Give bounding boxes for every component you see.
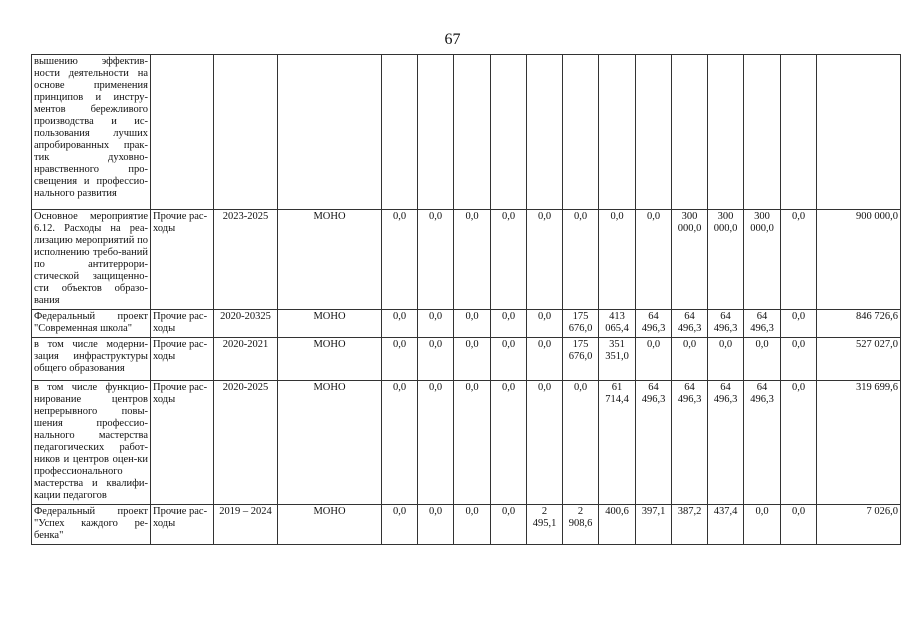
year-value-cell: 0,0 xyxy=(418,381,454,505)
funding-source-cell: Прочие рас-ходы xyxy=(151,381,214,505)
year-value-cell: 351 351,0 xyxy=(599,338,636,381)
year-value-cell: 64 496,3 xyxy=(672,381,708,505)
year-value-cell: 0,0 xyxy=(382,505,418,545)
year-value-cell xyxy=(491,55,527,210)
year-value-cell: 300 000,0 xyxy=(708,210,744,310)
year-value-cell: 0,0 xyxy=(599,210,636,310)
year-value-cell: 0,0 xyxy=(382,338,418,381)
executor-cell: МОНО xyxy=(278,505,382,545)
year-value-cell: 0,0 xyxy=(491,210,527,310)
year-value-cell: 0,0 xyxy=(418,338,454,381)
year-value-cell: 0,0 xyxy=(382,381,418,505)
total-cell: 319 699,6 xyxy=(817,381,901,505)
year-value-cell: 0,0 xyxy=(781,338,817,381)
funding-source-cell: Прочие рас-ходы xyxy=(151,210,214,310)
year-value-cell: 64 496,3 xyxy=(636,310,672,338)
activity-name-cell: Федеральный проект "Успех каждого ре-бенка" xyxy=(32,505,151,545)
year-value-cell xyxy=(527,55,563,210)
year-value-cell: 0,0 xyxy=(563,210,599,310)
activity-name-cell: Основное мероприятие 6.12. Расходы на реа-лизацию мероприятий по исполнению требо-ваний по антитеррори-стической защищенно-сти объектов образо-вания xyxy=(32,210,151,310)
year-value-cell: 0,0 xyxy=(781,505,817,545)
page-number: 67 xyxy=(444,31,461,48)
year-value-cell: 64 496,3 xyxy=(744,381,781,505)
year-value-cell: 0,0 xyxy=(672,338,708,381)
year-value-cell: 413 065,4 xyxy=(599,310,636,338)
activity-name-cell: в том числе функцио-нирование центров непрерывного повы-шения профессио-нального мастерства педагогических работ-ников и центров оцен-ки профессионального мастерства и квалифи-кации педагогов xyxy=(32,381,151,505)
funding-source-cell: Прочие рас-ходы xyxy=(151,338,214,381)
year-value-cell: 300 000,0 xyxy=(744,210,781,310)
total-cell xyxy=(817,55,901,210)
year-value-cell: 64 496,3 xyxy=(672,310,708,338)
total-cell: 900 000,0 xyxy=(817,210,901,310)
year-value-cell: 0,0 xyxy=(781,381,817,505)
year-value-cell: 64 496,3 xyxy=(708,381,744,505)
table-row xyxy=(32,310,901,338)
year-value-cell xyxy=(636,55,672,210)
year-value-cell: 61 714,4 xyxy=(599,381,636,505)
table-row xyxy=(32,55,901,210)
table-row xyxy=(32,505,901,545)
total-cell: 846 726,6 xyxy=(817,310,901,338)
year-value-cell xyxy=(599,55,636,210)
year-value-cell: 0,0 xyxy=(491,310,527,338)
executor-cell: МОНО xyxy=(278,338,382,381)
year-value-cell: 2 908,6 xyxy=(563,505,599,545)
year-value-cell: 0,0 xyxy=(491,381,527,505)
year-value-cell: 64 496,3 xyxy=(708,310,744,338)
year-value-cell: 0,0 xyxy=(636,210,672,310)
year-value-cell: 0,0 xyxy=(781,310,817,338)
year-value-cell xyxy=(744,55,781,210)
executor-cell xyxy=(278,55,382,210)
funding-source-cell xyxy=(151,55,214,210)
year-value-cell: 0,0 xyxy=(491,505,527,545)
year-value-cell: 387,2 xyxy=(672,505,708,545)
funding-source-cell: Прочие рас-ходы xyxy=(151,310,214,338)
period-cell: 2020-20325 xyxy=(214,310,278,338)
activity-name-cell: в том числе модерни-зация инфраструктуры общего образования xyxy=(32,338,151,381)
total-cell: 527 027,0 xyxy=(817,338,901,381)
period-cell xyxy=(214,55,278,210)
executor-cell: МОНО xyxy=(278,310,382,338)
year-value-cell: 0,0 xyxy=(527,210,563,310)
year-value-cell: 0,0 xyxy=(454,310,491,338)
year-value-cell: 175 676,0 xyxy=(563,310,599,338)
funding-source-cell: Прочие рас-ходы xyxy=(151,505,214,545)
period-cell: 2020-2025 xyxy=(214,381,278,505)
year-value-cell: 0,0 xyxy=(527,310,563,338)
year-value-cell: 0,0 xyxy=(527,338,563,381)
year-value-cell: 0,0 xyxy=(454,381,491,505)
total-cell: 7 026,0 xyxy=(817,505,901,545)
year-value-cell: 0,0 xyxy=(744,338,781,381)
year-value-cell: 0,0 xyxy=(781,210,817,310)
activity-name-cell: Федеральный проект "Современная школа" xyxy=(32,310,151,338)
year-value-cell: 0,0 xyxy=(418,310,454,338)
year-value-cell: 0,0 xyxy=(527,381,563,505)
year-value-cell: 0,0 xyxy=(382,210,418,310)
year-value-cell: 0,0 xyxy=(636,338,672,381)
year-value-cell: 64 496,3 xyxy=(744,310,781,338)
year-value-cell: 0,0 xyxy=(744,505,781,545)
year-value-cell xyxy=(454,55,491,210)
year-value-cell: 0,0 xyxy=(454,505,491,545)
year-value-cell xyxy=(672,55,708,210)
year-value-cell: 2 495,1 xyxy=(527,505,563,545)
year-value-cell: 0,0 xyxy=(708,338,744,381)
year-value-cell: 437,4 xyxy=(708,505,744,545)
year-value-cell: 0,0 xyxy=(454,338,491,381)
year-value-cell xyxy=(418,55,454,210)
executor-cell: МОНО xyxy=(278,210,382,310)
table-row xyxy=(32,210,901,310)
period-cell: 2023-2025 xyxy=(214,210,278,310)
year-value-cell xyxy=(708,55,744,210)
year-value-cell: 175 676,0 xyxy=(563,338,599,381)
year-value-cell: 300 000,0 xyxy=(672,210,708,310)
year-value-cell: 0,0 xyxy=(418,210,454,310)
activity-name-cell: вышению эффектив-ности деятельности на основе применения принципов и инстру-ментов бережливого производства и ис-пользования лучших апробированных прак-тик духовно-нравственного про-свещения и профессио-нального развития xyxy=(32,55,151,210)
year-value-cell xyxy=(781,55,817,210)
table-row xyxy=(32,381,901,505)
year-value-cell: 0,0 xyxy=(454,210,491,310)
year-value-cell: 0,0 xyxy=(491,338,527,381)
period-cell: 2020-2021 xyxy=(214,338,278,381)
year-value-cell: 0,0 xyxy=(418,505,454,545)
budget-table xyxy=(31,54,901,545)
period-cell: 2019 – 2024 xyxy=(214,505,278,545)
year-value-cell: 0,0 xyxy=(563,381,599,505)
year-value-cell: 64 496,3 xyxy=(636,381,672,505)
year-value-cell xyxy=(382,55,418,210)
year-value-cell: 400,6 xyxy=(599,505,636,545)
executor-cell: МОНО xyxy=(278,381,382,505)
year-value-cell: 0,0 xyxy=(382,310,418,338)
year-value-cell: 397,1 xyxy=(636,505,672,545)
table-row xyxy=(32,338,901,381)
year-value-cell xyxy=(563,55,599,210)
